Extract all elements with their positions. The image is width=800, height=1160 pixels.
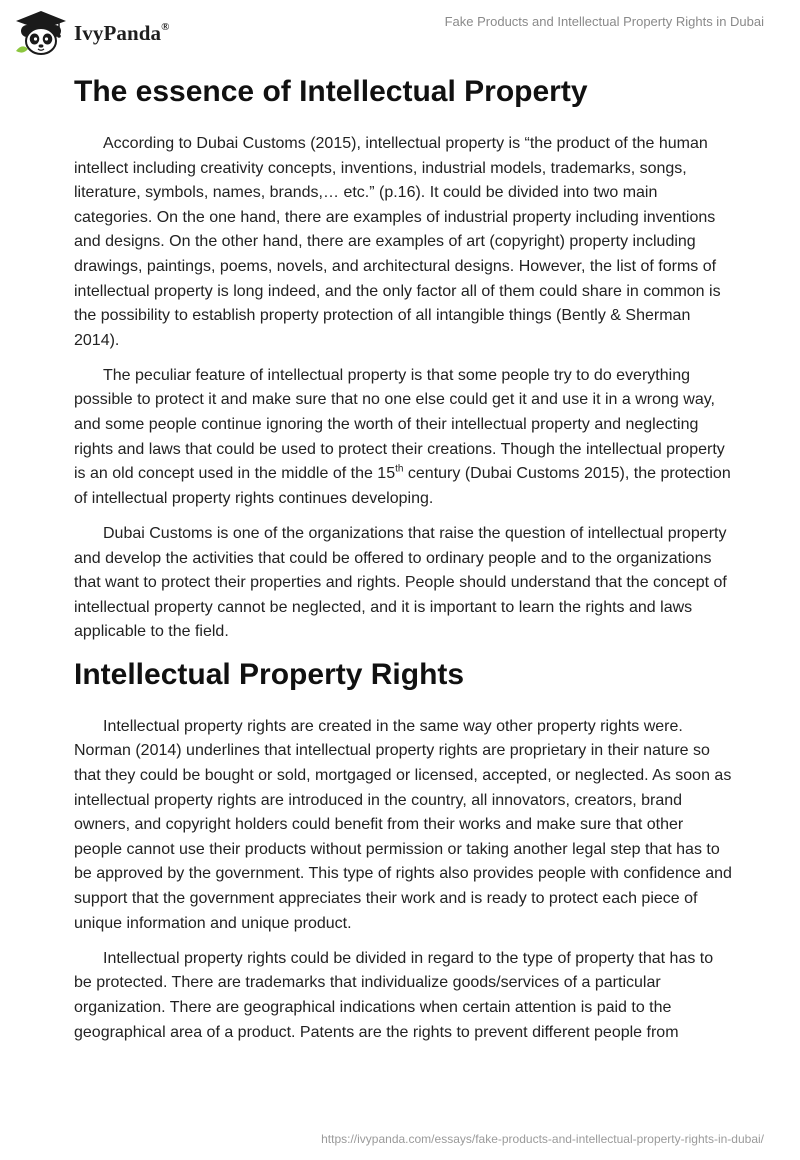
page-header: [0, 0, 800, 70]
brand-name: IvyPanda®: [74, 20, 170, 45]
paragraph: The peculiar feature of intellectual property is that some people try to do everything possible to protect it and make sure that no one else could get it and use it in a wrong way, and some people continue ignoring the worth of their intellectual property and neglecting rights and laws that could be used to protect their creations. Though the intellectual property is an old concept used in the middle of the 15th century (Dubai Customs 2015), the protection of intellectual property rights continues developing.: [74, 366, 731, 507]
paragraph: Dubai Customs is one of the organizations that raise the question of intellectual property and develop the activities that could be offered to ordinary people and to the organizations that want to protect their properties and rights. People should understand that the concept of intellectual property cannot be neglected, and it is important to learn the rights and laws applicable to the field.: [74, 524, 727, 641]
source-url[interactable]: https://ivypanda.com/essays/fake-products-and-intellectual-property-rights-in-dubai/: [321, 1132, 764, 1146]
paragraph: According to Dubai Customs (2015), intellectual property is “the product of the human intellect including creativity concepts, inventions, industrial models, trademarks, songs, literature, symbols, names, brands,… etc.” (p.16). It could be divided into two main categories. On the one hand, there are examples of industrial property including inventions and designs. On the other hand, there are examples of art (copyright) property including drawings, paintings, poems, novels, and architectural designs. However, the list of forms of intellectual property is long indeed, and the only factor all of them could share in common is the possibility to establish property protection of all intangible things (Bently & Sherman 2014).: [74, 135, 721, 349]
essay-body: [74, 70, 734, 1045]
section-heading-essence: The essence of Intellectual Property: [74, 75, 588, 108]
paragraph: Intellectual property rights could be divided in regard to the type of property that has to be protected. There are trademarks that individualize goods/services of a particular organization. There are geographical indications when certain attention is paid to the geographical area of a product. Patents are the rights to prevent different people from: [74, 949, 714, 1041]
document-title: Fake Products and Intellectual Property Rights in Dubai: [444, 14, 764, 29]
section-heading-rights: Intellectual Property Rights: [74, 657, 465, 691]
panda-graduate-icon: [14, 9, 68, 57]
paragraph: Intellectual property rights are created in the same way other property rights were. Norman (2014) underlines that intellectual property rights are proprietary in their nature so that they could be bought or sold, mortgaged or licensed, accepted, or neglected. As soon as intellectual property rights are introduced in the country, all innovators, creators, brand owners, and copyright holders could benefit from their works and make sure that other people cannot use their products without permission or taking another legal step that has to be approved by the government. This type of rights also provides people with confidence and support that the government appreciates their work and is ready to protect each piece of unique information and unique product.: [74, 717, 732, 932]
ivypanda-logo[interactable]: [14, 8, 170, 58]
